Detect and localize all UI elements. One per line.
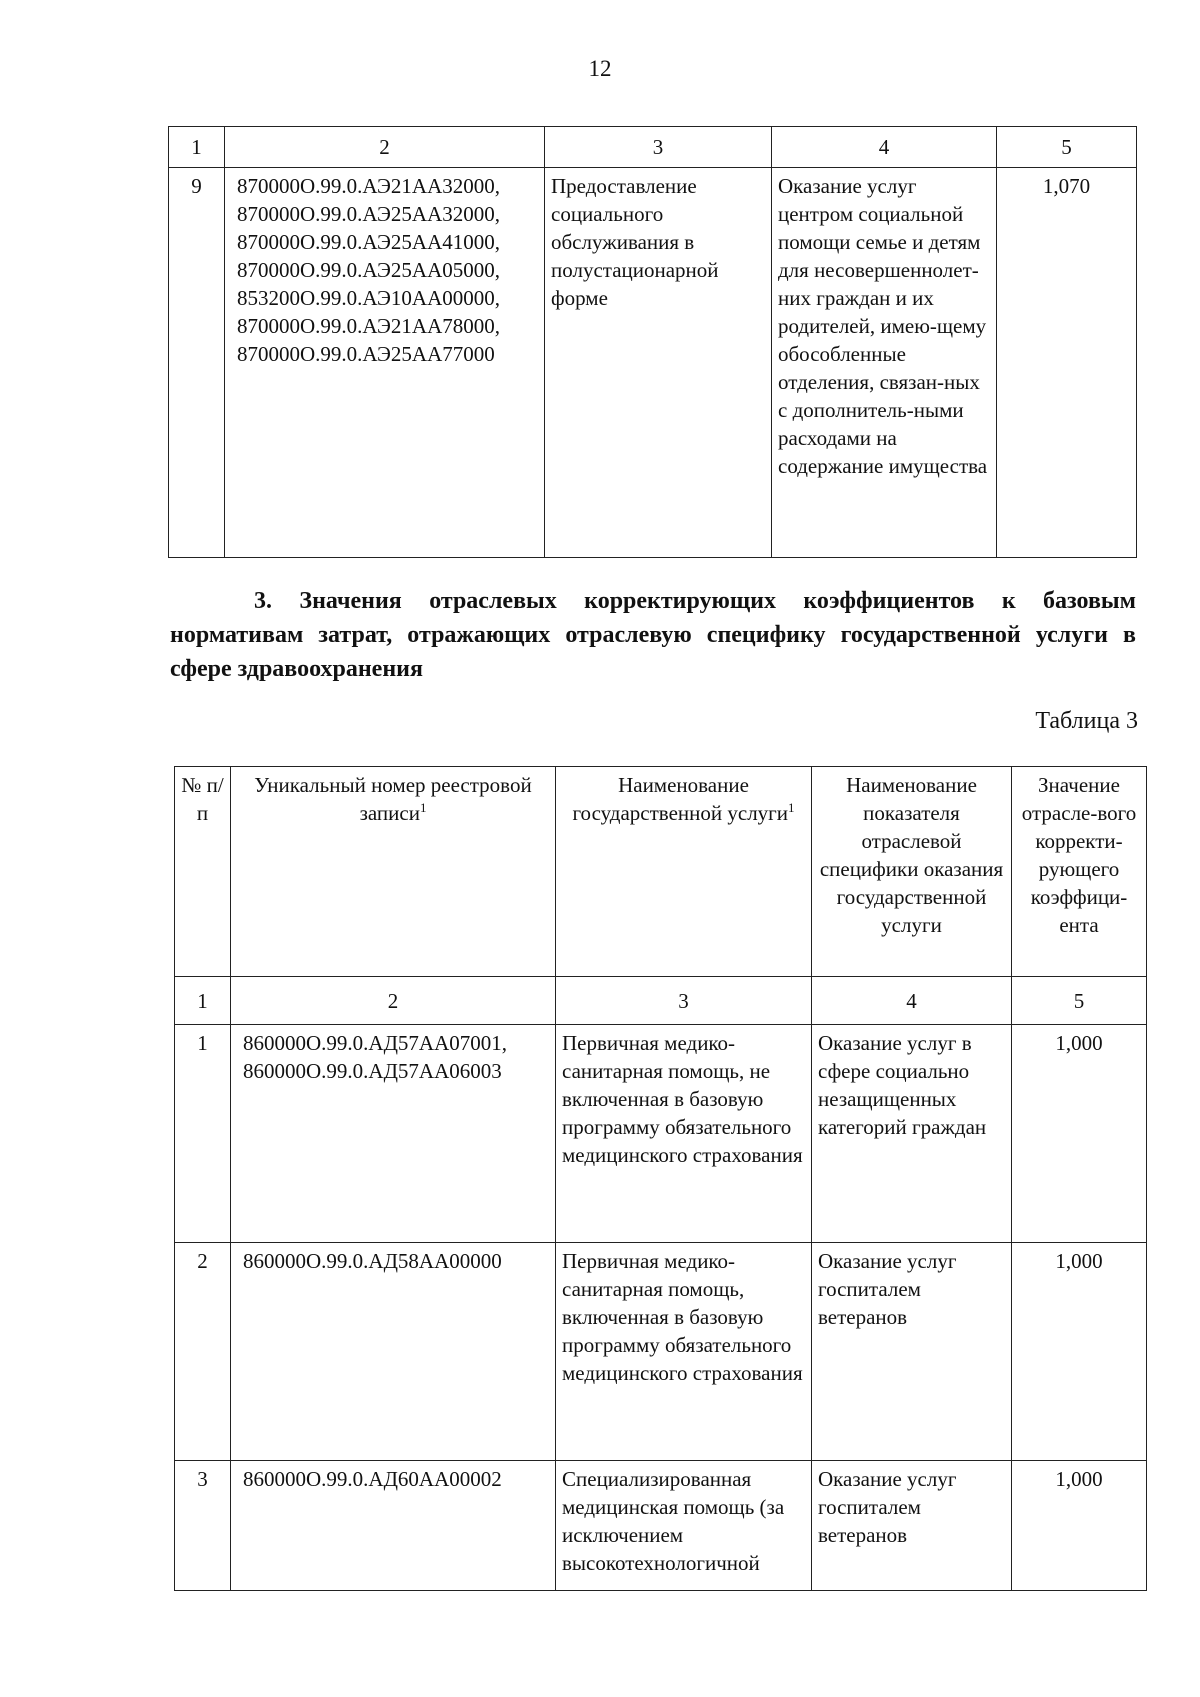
column-number: 1 <box>175 977 231 1025</box>
coefficient-value: 1,000 <box>1012 1025 1147 1243</box>
coefficient-value: 1,000 <box>1012 1461 1147 1591</box>
row-number: 1 <box>175 1025 231 1243</box>
registry-code: 853200О.99.0.АЭ10АА00000, <box>237 286 501 310</box>
coefficient-value: 1,070 <box>997 168 1137 558</box>
table-row <box>175 1025 1147 1243</box>
header-value: Значение отрасле-вого корректи-рующего коэффици-ента <box>1012 767 1147 977</box>
row-number: 9 <box>169 168 225 558</box>
indicator-name: Оказание услуг госпиталем ветеранов <box>812 1243 1012 1461</box>
footnote-marker: 1 <box>788 800 795 815</box>
header-code <box>231 767 556 977</box>
header-service-text: Наименование государственной услуги <box>572 773 789 825</box>
indicator-name: Оказание услуг центром социальной помощи семье и детям для несовершеннолет-них граждан и их родителей, имею-щему обособленные отделения, связан-ных с дополнитель-ными расходами на содержание имущества <box>772 168 997 558</box>
section-title: Значения отраслевых корректирующих коэффициентов к базовым нормативам затрат, отражающих отраслевую специфику государственной услуги в сфере здравоохранения <box>170 588 1137 682</box>
column-number: 4 <box>772 127 997 168</box>
column-number: 4 <box>812 977 1012 1025</box>
registry-code: 870000О.99.0.АЭ25АА41000, <box>237 230 501 254</box>
service-name: Первичная медико-санитарная помощь, не включенная в базовую программу обязательного медицинского страхования <box>556 1025 812 1243</box>
table-header-row <box>175 767 1147 977</box>
header-service <box>556 767 812 977</box>
registry-code: 870000О.99.0.АЭ21АА78000, <box>237 314 501 338</box>
registry-code: 870000О.99.0.АЭ25АА05000, <box>237 258 501 282</box>
footnote-marker: 1 <box>419 800 427 815</box>
section-number: 3. <box>254 588 272 614</box>
registry-code: 860000О.99.0.АД58АА00000 <box>243 1249 502 1273</box>
row-number: 2 <box>175 1243 231 1461</box>
registry-code: 870000О.99.0.АЭ25АА32000, <box>237 202 501 226</box>
page-number: 12 <box>588 56 612 81</box>
column-number: 3 <box>556 977 812 1025</box>
registry-code: 860000О.99.0.АД57АА07001, <box>243 1031 507 1055</box>
service-name: Первичная медико-санитарная помощь, включенная в базовую программу обязательного медицинского страхования <box>556 1243 812 1461</box>
header-indicator: Наименование показателя отраслевой специфики оказания государственной услуги <box>812 767 1012 977</box>
registry-codes <box>231 1461 556 1591</box>
column-number: 1 <box>169 127 225 168</box>
column-number: 2 <box>231 977 556 1025</box>
table-caption: Таблица 3 <box>1035 708 1138 734</box>
registry-code: 860000О.99.0.АД60АА00002 <box>243 1467 502 1491</box>
registry-code: 870000О.99.0.АЭ25АА77000 <box>237 342 495 366</box>
header-code-text: Уникальный номер реестровой записи <box>254 773 532 825</box>
row-number: 3 <box>175 1461 231 1591</box>
table-row <box>175 1461 1147 1591</box>
indicator-name: Оказание услуг в сфере социально незащищенных категорий граждан <box>812 1025 1012 1243</box>
column-number: 2 <box>225 127 545 168</box>
registry-codes <box>225 168 545 558</box>
registry-codes <box>231 1243 556 1461</box>
column-number: 5 <box>997 127 1137 168</box>
service-name: Специализированная медицинская помощь (за исключением высокотехнологичной <box>556 1461 812 1591</box>
column-number-row <box>175 977 1147 1025</box>
column-number-row <box>169 127 1137 168</box>
registry-code: 870000О.99.0.АЭ21АА32000, <box>237 174 501 198</box>
section-heading <box>170 584 1136 686</box>
table-row <box>175 1243 1147 1461</box>
column-number: 3 <box>545 127 772 168</box>
column-number: 5 <box>1012 977 1147 1025</box>
indicator-name: Оказание услуг госпиталем ветеранов <box>812 1461 1012 1591</box>
table-row <box>169 168 1137 558</box>
registry-code: 860000О.99.0.АД57АА06003 <box>243 1059 502 1083</box>
service-name: Предоставление социального обслуживания в полустационарной форме <box>545 168 772 558</box>
table-3 <box>174 766 1147 1591</box>
header-num: № п/п <box>175 767 231 977</box>
registry-codes <box>231 1025 556 1243</box>
coefficient-value: 1,000 <box>1012 1243 1147 1461</box>
table-continued <box>168 126 1137 558</box>
